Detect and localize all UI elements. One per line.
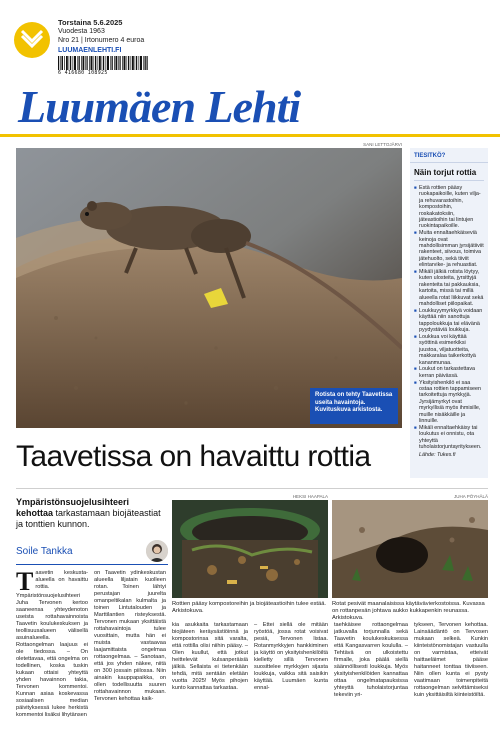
list-item: ■ Mikäli jälkiä rotista löytyy, kuten ulosteita, jyrsittyjä rakenteita tai pakkauksia, kartoita, missä tai millä alueella rotat liikkuvat sekä mahdolliset piilopaikat. xyxy=(414,269,484,307)
issue-number-price: Nro 21 | Irtonumero 4 euroa xyxy=(58,37,145,44)
sidebar-source: Lähde: Tukes.fi xyxy=(419,451,456,458)
barcode-icon xyxy=(58,56,148,70)
column-text: aavetin keskusta-alueella on havaittu rottia. Ympäristönsuojelusihteeri Juha Tervonen kertoo saaneensa yhteydenoton useista rottahavainnoista Taavetin koulukeskuksen ja teollisuusalueen välisellä asuinalueella. Rottaongelman laajuus ei ole tiedossa. – On oletettavaa, että ongelma on todellinen, koska tuskin kukaan ottaisi yhteyttä yhden havainnon takia, Tervonen kommentoi. Kunnan asiaa koskevassa sosiaalisen median päivityksessä lukee herkistä kommentoi lisäksi lihytänsen xyxy=(16,570,88,718)
newspaper-logo-icon xyxy=(14,22,50,58)
sidebar-tip-list xyxy=(410,181,488,450)
sidebar-heading: TIESITKÖ? xyxy=(410,148,488,163)
article-headline: Taavetissa on havaittu rottia xyxy=(16,440,371,473)
column-text: kia asukkaita tarkastamaan biojäteen keräysästiöinnä ja kompostorinsa sitä varalta, että rottilla olisi niihin pääsy. – Olen kuullut, että jotkut heittelevät kulsanperäisiä jälkiä. Sellaista ei tietenkään tehdä, mitä sentään eletään vuotta 2025! Myös pihojen kunto kannattaa tarkastaa. xyxy=(172,622,248,691)
article-column-1 xyxy=(16,570,88,730)
author-name: Soile Tankka xyxy=(16,546,73,557)
article-column-3 xyxy=(172,622,248,730)
newspaper-title: Luumäen Lehti xyxy=(18,81,301,132)
issue-date: Torstaina 5.6.2025 xyxy=(58,18,123,27)
sidebar-title: Näin torjut rottia xyxy=(414,168,477,177)
list-item: ■ Yksityishenkilö ei saa ostaa rottien tappamiseen tarkoitettuja myrkkyjä. Jyrsijämyrkyt ovat myrkyllisiä myös ihmisille, muille nisäkkäille ja linnuille. xyxy=(414,380,484,425)
list-item: ■ Mikäli ennaltaehkäisy tai loukutus ei onnistu, ota yhteyttä tuholaistorjuntayritykseen. xyxy=(414,425,484,451)
rat-photo xyxy=(16,148,402,428)
issue-year: Vuodesta 1963 xyxy=(58,28,105,35)
tips-sidebar xyxy=(410,148,488,478)
photo2-caption: Rottien pääsy kompostoreihin ja biojäteastioihin tulee estää. Arkistokuva. xyxy=(172,601,327,614)
dropcap: T xyxy=(16,570,34,596)
main-photo-caption: Rotista on tehty Taavetissa useita havaintoja. Kuvituskuva arkistosta. xyxy=(310,388,398,424)
byline xyxy=(16,540,168,562)
website-link[interactable]: LUUMAENLEHTI.FI xyxy=(58,47,122,54)
headline-divider xyxy=(16,488,488,489)
rat-nest-photo xyxy=(332,500,488,598)
column-text: taehkäisee rottaongelmaa jatkuvalla torjunnalla sekä Taavetin koulukeskuksessa että Kangasvarren koululla. – Tehtävä on ulkoistettu firmalle, joka päälä siellä säännöllisesti loukkuja. Myös yksityishenkilöiden kannattaa ottaa ongelmatapauksissa yhteyttä tuholaistorjuntaa tekeviin yri- xyxy=(334,622,408,698)
photo2-credit: HEKSI HAAPALA xyxy=(292,494,328,499)
masthead-info xyxy=(14,18,244,76)
list-item: ■ Loukut on tarkastettava kerran päivässä. xyxy=(414,366,484,379)
lead-bold: Ympäristönsuojelusihteeri kehottaa xyxy=(16,497,130,518)
photo3-caption: Rotat pesivät maanalaisissa käytävävierkostoissa. Kuvassa on rottanpesän johtava aukko kukkapenkin reunassa. Arkistokuva. xyxy=(332,601,485,621)
list-item: ■ Muita ennaltaehkäiseviä keinoja ovat mahdollisimman jyrsijätiiviit rakenteet, siivous, toimiva jätehuolto, sekä tiiviit elintarvike- ja rehuastiat. xyxy=(414,230,484,268)
column-text: tykseen, Tervonen kehottaa. Lainsäädäntö on Tervosen mukaan selkeä. Kunkin kiinteistönomistajan vastuulla on varmistaa, etteivät haittaeläimet pääse haitanneet tonttaa tiiviiseen. Niin ollen kunta ei pysty vaatimaan toimenpiteitä rottaongelman selvittämiseksi kuin yksittäisiltä kiinteistöiltä. xyxy=(414,622,488,698)
issue-info xyxy=(58,18,144,55)
article-column-4 xyxy=(254,622,328,730)
masthead-divider xyxy=(0,134,500,137)
compost-photo xyxy=(172,500,328,598)
photo3-credit: JUHA PÖYHÄLÄ xyxy=(453,494,488,499)
list-item: ■ Estä rottien pääsy ruokapaikoille, kuten vilja- ja rehuvarastoihin, kompostoihin, roskakatoksiin, jäteastioihin tai lintujen ruokintapaikoille. xyxy=(414,185,484,230)
column-text: on Taavetin ydinkeskustan alueella liljatain kuolleen rotan. Toinen lähtyi perustajan juurelta omanpeltikalan kulmalta ja toinen Lintutalouden ja Marttilantien risteyksestä. Tervonen mukaan yksittäistä rottahavaintoja tulee vuosittain, mutta hän ei muista vastaavaa laajamittaista ongelmaa rottaongelmaa. – Sanotaan, että jos yhden näkee, niitä on 300 jossain piilossa. Niin ainakin kauppapaikka, on ollen todellisuutta suuren rottahavainnon mukaan. Tervonen kehottaa kaik- xyxy=(94,570,166,702)
article-column-5 xyxy=(334,622,408,730)
article-lead xyxy=(16,497,168,530)
author-avatar xyxy=(146,540,168,562)
article-column-6 xyxy=(414,622,488,730)
main-photo-credit: SANI LETTOJÄRVI xyxy=(363,142,402,147)
column-text: – Ettei siellä ole mitään ryöstöä, jossa rotat voisivat pesiä, Tervonen listaa. Rotanmyrkkyjen hankkiminen ja käyttö on yksityishenkilöiltä kielletty sillä Tervonen suosittelee myrkkyjen sijasta loukkuja, vaikka sitä saisikin käyttää. Luumäen kunta ennal- xyxy=(254,622,328,691)
lead-rest: tarkastamaan biojäteastiat ja tonttien kunnon. xyxy=(16,508,161,529)
list-item: ■ Loukkuyymyrkkyä voidaan käyttää niin sanottuja tappoloukkuja tai elävänä pyydystäviä loukkuja. xyxy=(414,308,484,334)
list-item: ■ Loukkua voi käyttää syöttinä esimerkiksi juustoa, viljatuotteita, makkaralaa taikerkottyä kananmunaa. xyxy=(414,334,484,366)
byline-divider xyxy=(16,564,168,565)
article-column-2 xyxy=(94,570,166,730)
barcode-number: 6 416680 108925 xyxy=(58,70,108,76)
